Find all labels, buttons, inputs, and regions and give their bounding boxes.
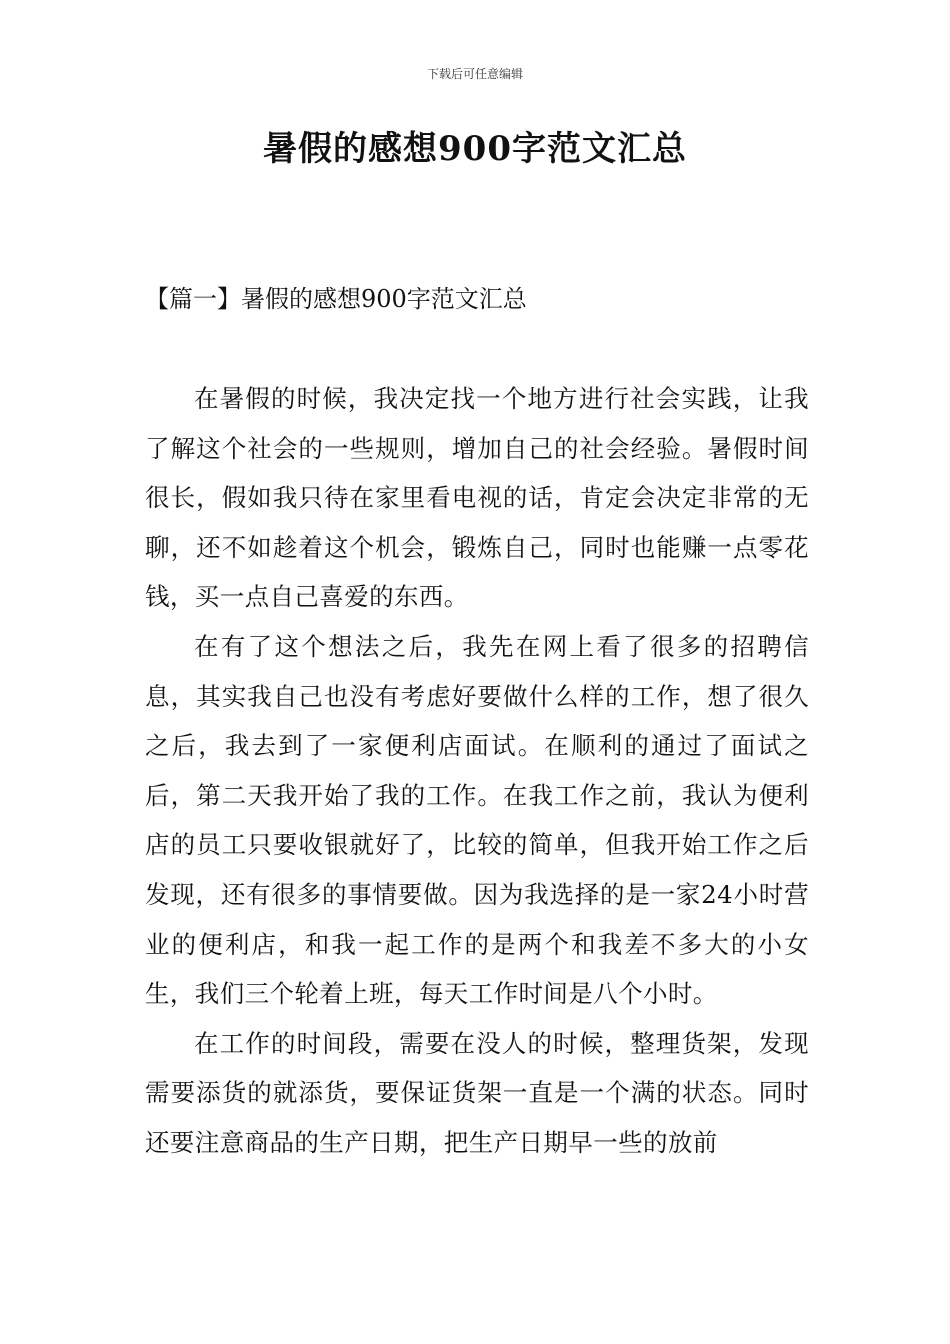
document-title: 暑假的感想900字范文汇总 <box>263 129 687 169</box>
section-heading: 【篇一】暑假的感想900字范文汇总 <box>145 285 527 313</box>
paragraph-1: 在暑假的时候，我决定找一个地方进行社会实践，让我了解这个社会的一些规则，增加自己的社会经验。暑假时间很长，假如我只待在家里看电视的话，肯定会决定非常的无聊，还不如趁着这个机会，锻炼自己，同时也能赚一点零花钱，买一点自己喜爱的东西。 <box>145 384 809 612</box>
document-body <box>145 374 809 1168</box>
header-note: 下载后可任意编辑 <box>426 67 523 81</box>
paragraph-3: 在工作的时间段，需要在没人的时候，整理货架，发现需要添货的就添货，要保证货架一直是一个满的状态。同时还要注意商品的生产日期，把生产日期早一些的放前 <box>145 1028 809 1157</box>
paragraph-2: 在有了这个想法之后，我先在网上看了很多的招聘信息，其实我自己也没有考虑好要做什么样的工作，想了很久之后，我去到了一家便利店面试。在顺利的通过了面试之后，第二天我开始了我的工作。在我工作之前，我认为便利店的员工只要收银就好了，比较的简单，但我开始工作之后发现，还有很多的事情要做。因为我选择的是一家24小时营业的便利店，和我一起工作的是两个和我差不多大的小女生，我们三个轮着上班，每天工作时间是八个小时。 <box>145 631 809 1009</box>
